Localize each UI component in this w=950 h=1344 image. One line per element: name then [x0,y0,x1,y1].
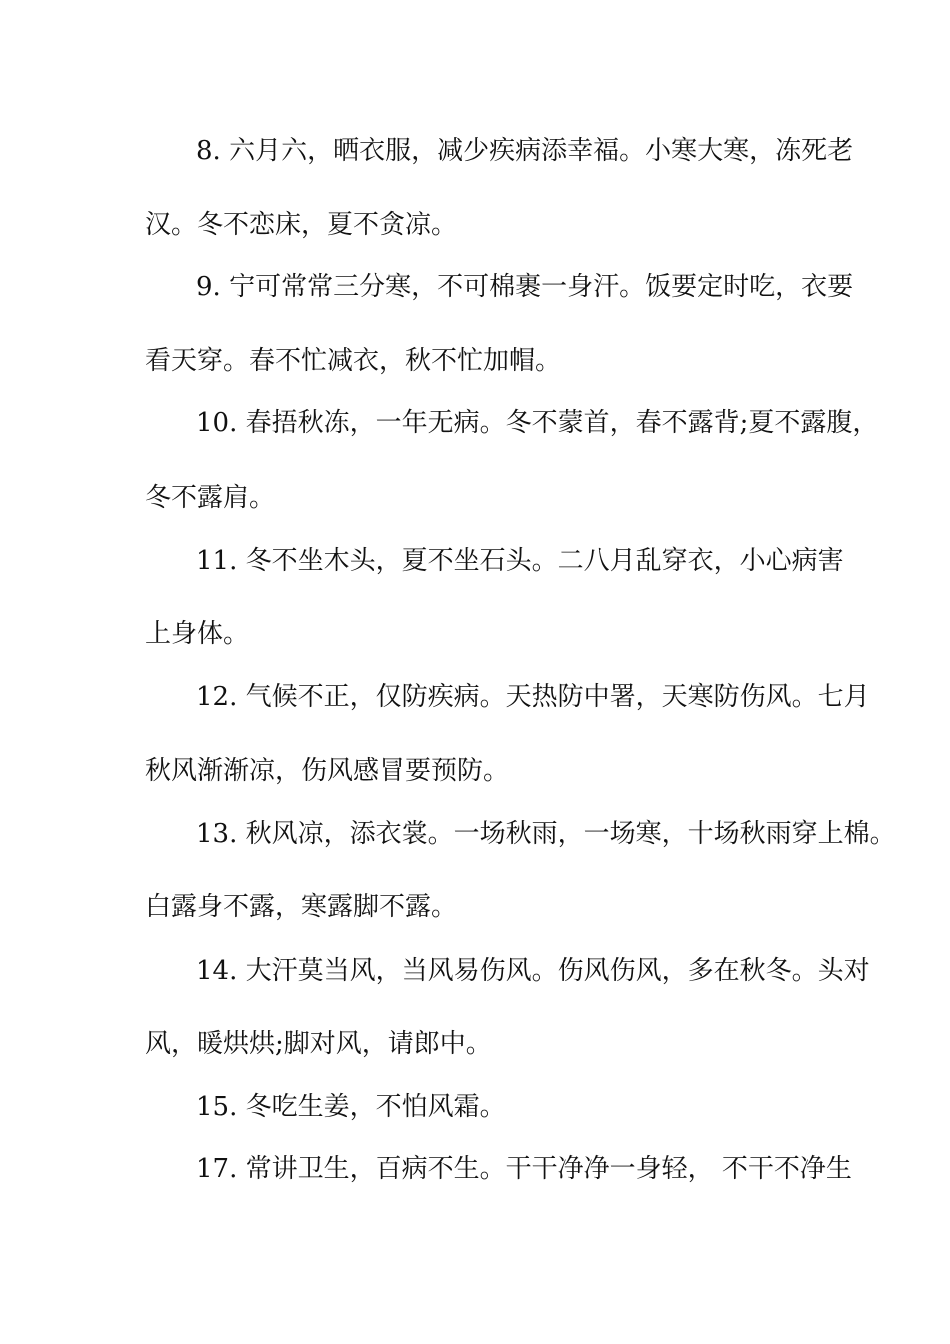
paragraph-8-line-2: 汉。冬不恋床，夏不贪凉。 [145,210,458,240]
paragraph-13-line-1: 13. 秋风凉，添衣裳。一场秋雨，一场寒，十场秋雨穿上棉。 [196,819,896,849]
paragraph-17-line-1: 17. 常讲卫生，百病不生。干干净净一身轻， 不干不净生 [196,1154,852,1184]
paragraph-8-line-1: 8. 六月六，晒衣服，减少疾病添幸福。小寒大寒，冻死老 [196,136,854,166]
paragraph-10-line-2: 冬不露肩。 [145,483,276,513]
paragraph-14-line-1: 14. 大汗莫当风，当风易伤风。伤风伤风，多在秋冬。头对 [196,956,870,986]
paragraph-12-line-2: 秋风渐渐凉，伤风感冒要预防。 [145,756,510,786]
paragraph-11-line-1: 11. 冬不坐木头，夏不坐石头。二八月乱穿衣，小心病害 [196,546,844,576]
paragraph-11-line-2: 上身体。 [145,619,250,649]
paragraph-9-line-2: 看天穿。春不忙减衣，秋不忙加帽。 [145,346,562,376]
paragraph-12-line-1: 12. 气候不正，仅防疾病。天热防中署，天寒防伤风。七月 [196,682,870,712]
paragraph-14-line-2: 风，暖烘烘;脚对风，请郎中。 [145,1029,492,1059]
paragraph-10-line-1: 10. 春捂秋冻，一年无病。冬不蒙首，春不露背;夏不露腹， [196,408,879,438]
paragraph-15-line-1: 15. 冬吃生姜，不怕风霜。 [196,1092,506,1122]
paragraph-9-line-1: 9. 宁可常常三分寒，不可棉裹一身汗。饭要定时吃，衣要 [196,272,854,302]
paragraph-13-line-2: 白露身不露，寒露脚不露。 [145,892,458,922]
